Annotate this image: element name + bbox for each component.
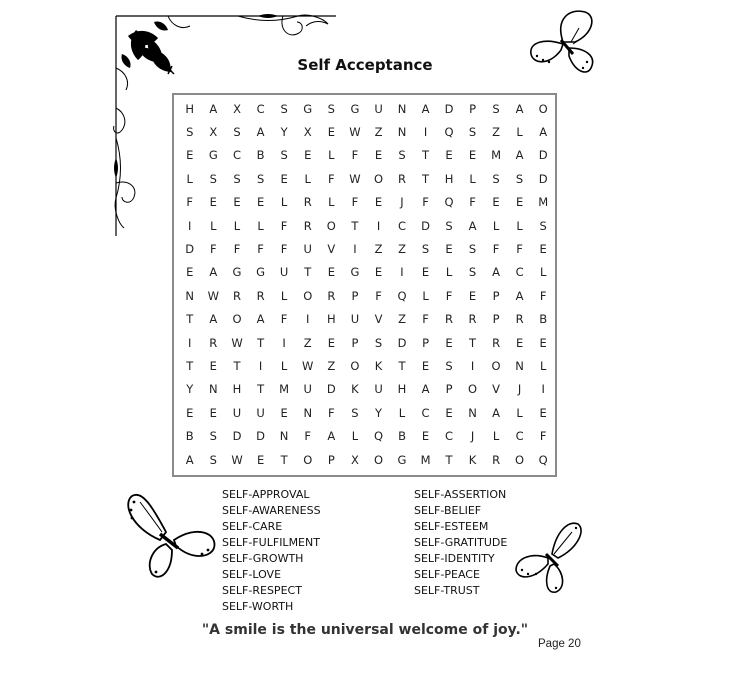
grid-letter: I [188,218,192,233]
grid-letter: E [445,242,453,257]
grid-letter: F [257,242,264,257]
word-item: SELF-GRATITUDE [414,536,508,549]
grid-letter: Q [373,429,384,444]
grid-letter: R [303,218,312,233]
grid-letter: F [233,242,241,257]
word-item: SELF-BELIEF [414,504,482,517]
grid-letter: Z [327,358,336,373]
grid-letter: E [256,195,265,210]
grid-letter: N [185,288,195,303]
grid-letter: W [231,335,243,350]
grid-letter: P [351,288,359,303]
grid-letter: O [468,382,478,397]
grid-letter: S [280,101,288,116]
grid-letter: E [186,265,194,280]
grid-row [178,308,555,331]
grid-letter: T [351,218,359,233]
grid-letter: K [351,382,359,397]
grid-letter: F [375,288,382,303]
grid-letter: N [209,382,218,397]
grid-letter: A [515,101,524,116]
grid-letter: D [538,171,548,186]
grid-letter: V [492,382,500,397]
grid-letter: P [351,335,359,350]
grid-letter: W [231,452,243,467]
grid-letter: A [209,101,218,116]
grid-letter: T [304,265,312,280]
grid-letter: T [445,452,453,467]
grid-letter: I [282,335,286,350]
grid-letter: L [422,288,429,303]
grid-letter: O [232,312,242,327]
grid-letter: S [233,125,241,140]
grid-letter: A [209,312,218,327]
grid-letter: R [327,288,336,303]
grid-letter: U [350,312,360,327]
grid-letter: S [445,358,453,373]
grid-letter: M [420,452,431,467]
grid-letter: L [445,265,453,280]
grid-letter: C [397,218,407,233]
grid-letter: A [256,312,265,327]
grid-letter: F [351,195,359,210]
grid-letter: R [515,312,524,327]
grid-letter: A [492,265,500,280]
grid-letter: E [539,335,547,350]
grid-letter: O [491,358,501,373]
grid-letter: L [186,171,193,186]
grid-letter: D [397,335,407,350]
grid-letter: L [492,429,500,444]
grid-letter: C [421,405,430,420]
grid-row [178,401,555,424]
grid-letter: O [538,101,548,116]
grid-letter: L [539,358,547,373]
word-item: SELF-AWARENESS [222,504,321,517]
grid-letter: B [398,429,406,444]
grid-letter: D [256,429,266,444]
word-item: SELF-FULFILMENT [222,536,320,549]
grid-letter: L [539,265,547,280]
grid-letter: U [279,265,289,280]
grid-letter: S [468,125,477,140]
grid-letter: I [376,218,381,233]
word-item: SELF-APPROVAL [222,488,310,501]
grid-letter: G [350,101,360,116]
grid-letter: K [374,358,383,373]
grid-letter: R [209,335,218,350]
grid-letter: S [515,171,524,186]
grid-letter: R [468,312,477,327]
grid-letter: H [444,171,454,186]
grid-letter: E [515,195,524,210]
grid-letter: I [423,125,428,140]
grid-letter: O [373,452,384,467]
word-item: SELF-IDENTITY [414,552,495,565]
grid-letter: S [421,242,430,257]
grid-row [178,354,555,377]
grid-letter: U [303,382,312,397]
grid-letter: E [421,265,430,280]
grid-letter: A [327,429,336,444]
grid-letter: L [257,218,264,233]
grid-letter: H [232,382,242,397]
grid-letter: R [233,288,241,303]
grid-letter: A [185,452,194,467]
grid-letter: F [516,242,523,257]
grid-letter: L [469,171,476,186]
grid-row [178,191,555,214]
grid-letter: A [515,148,524,163]
butterfly-middle-left [122,488,222,584]
grid-letter: G [397,452,407,467]
word-item: SELF-ASSERTION [414,488,507,501]
grid-letter: S [280,148,288,163]
grid-letter: F [304,429,312,444]
word-item: SELF-CARE [222,520,283,533]
grid-letter: E [327,125,335,140]
grid-letter: E [280,171,288,186]
grid-letter: S [374,335,383,350]
grid-letter: P [445,382,453,397]
grid-letter: E [421,429,430,444]
grid-letter: C [232,148,242,163]
grid-letter: F [280,312,288,327]
grid-letter: I [400,265,404,280]
word-list-left [222,487,321,615]
grid-row [178,448,555,471]
grid-letter: M [538,195,549,210]
grid-letter: F [209,242,217,257]
grid-letter: L [280,288,288,303]
grid-letter: R [492,335,501,350]
grid-row [178,424,555,447]
grid-letter: I [541,382,545,397]
grid-letter: B [185,429,194,444]
grid-letter: T [186,312,194,327]
grid-letter: J [517,382,522,397]
grid-letter: Z [374,242,383,257]
grid-row [178,331,555,354]
grid-letter: S [468,242,477,257]
grid-letter: F [539,429,547,444]
grid-letter: S [539,218,547,233]
grid-letter: N [279,429,289,444]
grid-letter: A [209,265,218,280]
quote-text: "A smile is the universal welcome of joy." [201,622,529,638]
page-number: Page 20 [538,638,581,650]
grid-letter: L [328,148,335,163]
word-item: SELF-ESTEEM [414,520,489,533]
grid-letter: E [233,195,241,210]
grid-letter: N [397,125,407,140]
grid-letter: I [188,335,192,350]
grid-letter: U [303,242,312,257]
grid-letter: R [492,452,501,467]
grid-letter: E [256,452,265,467]
grid-letter: T [398,358,406,373]
grid-letter: X [350,452,359,467]
grid-letter: H [185,101,195,116]
grid-letter: L [351,429,359,444]
grid-letter: W [302,358,314,373]
grid-letter: F [328,171,335,186]
grid-letter: D [444,101,454,116]
grid-letter: C [256,101,265,116]
grid-letter: B [539,312,548,327]
grid-letter: T [186,358,194,373]
grid-letter: R [398,171,406,186]
grid-letter: L [233,218,241,233]
grid-letter: D [538,148,548,163]
grid-letter: L [210,218,217,233]
grid-letter: L [280,358,288,373]
grid-letter: I [353,242,357,257]
grid-letter: A [468,218,477,233]
grid-letter: K [468,452,477,467]
grid-letter: E [539,242,547,257]
grid-row [178,167,555,190]
grid-letter: W [207,288,219,303]
grid-letter: S [398,148,406,163]
grid-letter: O [515,452,525,467]
grid-letter: L [304,171,311,186]
grid-row [178,97,555,120]
grid-letter: T [422,148,430,163]
grid-row [178,120,555,143]
grid-letter: G [232,265,242,280]
grid-letter: Q [444,125,454,140]
grid-letter: G [303,101,313,116]
grid-letter: T [422,171,430,186]
grid-letter: S [468,265,477,280]
grid-letter: P [422,335,429,350]
grid-letter: M [279,382,290,397]
grid-letter: Z [398,242,406,257]
grid-letter: N [397,101,407,116]
grid-letter: E [492,195,500,210]
grid-letter: G [350,265,360,280]
grid-letter: E [374,195,383,210]
grid-letter: O [373,171,384,186]
grid-letter: J [470,429,475,444]
grid-letter: F [539,288,547,303]
grid-letter: S [445,218,453,233]
grid-letter: A [421,101,430,116]
word-item: SELF-GROWTH [222,552,304,565]
grid-letter: G [256,265,266,280]
grid-letter: I [470,358,475,373]
grid-letter: T [257,382,265,397]
grid-letter: F [351,148,359,163]
grid-letter: C [445,429,454,444]
grid-letter: E [445,405,453,420]
butterfly-bottom-right [512,518,588,596]
grid-letter: V [327,242,336,257]
grid-letter: D [232,429,242,444]
grid-letter: L [328,195,335,210]
grid-row [178,261,555,284]
word-item: SELF-RESPECT [222,584,302,597]
grid-letter: L [516,218,523,233]
grid-letter: A [421,382,430,397]
grid-letter: U [374,382,383,397]
grid-letter: D [326,382,336,397]
grid-letter: O [303,288,313,303]
grid-letter: R [303,195,312,210]
grid-letter: S [492,171,500,186]
grid-letter: Q [397,288,407,303]
grid-letter: Y [186,382,194,397]
grid-letter: E [209,195,217,210]
grid-letter: M [491,148,502,163]
grid-letter: F [492,242,500,257]
letter-grid [178,97,555,471]
grid-letter: O [350,358,360,373]
grid-letter: W [349,171,361,186]
grid-letter: I [306,312,310,327]
grid-letter: O [303,452,313,467]
grid-letter: Q [444,195,454,210]
grid-letter: E [515,335,524,350]
grid-letter: A [539,125,548,140]
grid-letter: J [400,195,404,210]
word-item: SELF-WORTH [222,600,294,613]
grid-letter: E [468,148,477,163]
grid-letter: S [209,429,217,444]
grid-letter: E [209,405,217,420]
word-item: SELF-LOVE [222,568,282,581]
grid-letter: W [349,125,361,140]
grid-row [178,284,555,307]
grid-letter: E [445,148,453,163]
grid-letter: T [469,335,477,350]
word-search-grid [172,93,557,477]
grid-letter: Y [280,125,288,140]
grid-row [178,214,555,237]
word-item: SELF-TRUST [414,584,480,597]
grid-letter: P [469,101,476,116]
grid-letter: E [209,358,217,373]
grid-letter: Z [374,125,383,140]
grid-letter: U [374,101,383,116]
grid-letter: A [492,405,500,420]
grid-letter: G [208,148,218,163]
grid-letter: Q [538,452,548,467]
grid-letter: E [327,265,335,280]
grid-letter: S [351,405,359,420]
grid-letter: E [304,148,312,163]
grid-letter: F [422,312,429,327]
grid-letter: F [469,195,476,210]
grid-letter: A [256,125,265,140]
grid-letter: Z [303,335,312,350]
grid-letter: B [256,148,265,163]
grid-letter: A [515,288,524,303]
grid-letter: X [233,101,241,116]
grid-letter: L [398,405,406,420]
grid-letter: E [186,405,194,420]
grid-letter: F [186,195,194,210]
grid-row [178,144,555,167]
grid-letter: E [421,358,430,373]
grid-letter: F [280,218,288,233]
grid-letter: F [280,242,288,257]
grid-letter: L [492,218,500,233]
grid-letter: E [186,148,194,163]
grid-letter: T [257,335,265,350]
grid-row [178,378,555,401]
grid-letter: P [492,288,500,303]
grid-letter: C [515,265,524,280]
grid-letter: S [492,101,500,116]
grid-letter: N [468,405,477,420]
grid-letter: U [256,405,265,420]
grid-letter: R [256,288,265,303]
word-item: SELF-PEACE [414,568,480,581]
grid-letter: L [516,405,523,420]
page-title: Self Acceptance [297,56,433,74]
grid-row [178,237,555,260]
grid-letter: D [185,242,195,257]
grid-letter: S [256,171,265,186]
grid-letter: S [186,125,194,140]
grid-letter: P [492,312,500,327]
grid-letter: E [445,335,453,350]
grid-letter: H [397,382,407,397]
grid-letter: H [327,312,336,327]
grid-letter: E [280,405,288,420]
grid-letter: L [280,195,288,210]
grid-letter: T [233,358,241,373]
grid-letter: F [445,288,453,303]
grid-letter: P [327,452,335,467]
grid-letter: I [258,358,263,373]
grid-letter: N [515,358,524,373]
grid-letter: S [209,452,217,467]
grid-letter: X [303,125,312,140]
grid-letter: E [374,148,383,163]
grid-letter: X [209,125,218,140]
grid-letter: S [209,171,217,186]
grid-letter: Z [398,312,406,327]
grid-letter: U [232,405,242,420]
grid-letter: E [374,265,383,280]
grid-letter: L [516,125,523,140]
grid-letter: F [328,405,335,420]
grid-letter: V [374,312,383,327]
grid-letter: Y [375,405,383,420]
grid-letter: O [326,218,336,233]
grid-letter: D [421,218,430,233]
grid-letter: E [539,405,547,420]
grid-letter: F [422,195,429,210]
grid-letter: T [280,452,288,467]
grid-letter: S [327,101,335,116]
grid-letter: Z [492,125,500,140]
grid-letter: E [327,335,335,350]
grid-letter: R [445,312,454,327]
grid-letter: N [303,405,313,420]
grid-letter: E [468,288,477,303]
grid-letter: S [233,171,241,186]
word-list-right [414,487,507,599]
grid-letter: C [515,429,524,444]
